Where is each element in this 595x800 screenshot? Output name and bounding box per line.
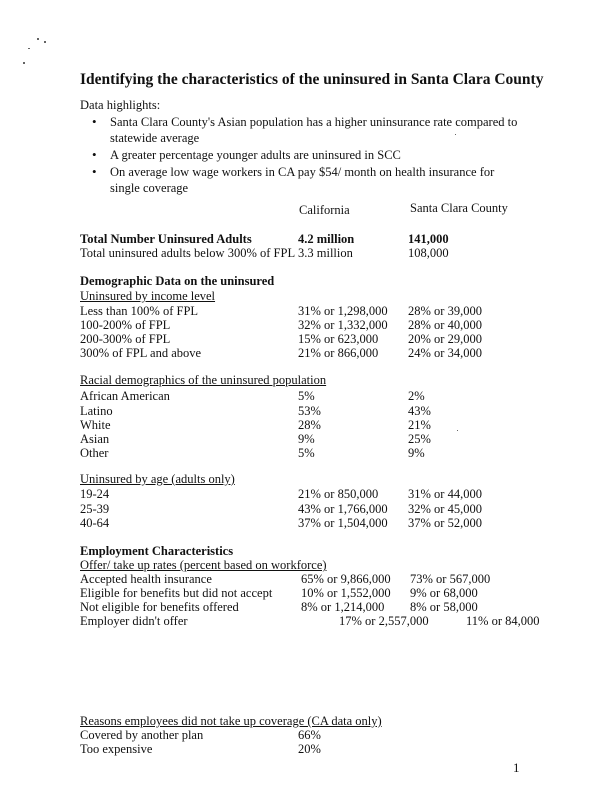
race-row: [0, 446, 595, 461]
scan-speck: [23, 62, 25, 64]
scan-speck: [28, 48, 30, 49]
totals-row: [0, 246, 595, 261]
race-row: [0, 418, 595, 433]
age-row: [0, 516, 595, 531]
row-label: Total Number Uninsured Adults: [80, 232, 252, 246]
scan-speck: [44, 41, 46, 43]
age-subheading: Uninsured by age (adults only): [80, 472, 235, 486]
santa-clara-value: 2%: [408, 389, 425, 403]
row-label: Less than 100% of FPL: [80, 304, 199, 318]
santa-clara-value: 8% or 58,000: [410, 600, 478, 614]
income-subheading: Uninsured by income level: [80, 289, 216, 303]
income-row: [0, 346, 595, 361]
california-value: 28%: [298, 418, 321, 432]
row-label: 40-64: [80, 516, 110, 530]
california-value: 8% or 1,214,000: [301, 600, 385, 614]
santa-clara-value: 28% or 39,000: [408, 304, 482, 318]
california-value: 3.3 million: [298, 246, 353, 260]
demographic-heading: Demographic Data on the uninsured: [80, 274, 275, 288]
reasons-row: [0, 742, 595, 757]
row-label: Covered by another plan: [80, 728, 204, 742]
race-row: [0, 389, 595, 404]
employment-row: [0, 600, 595, 615]
employment-subheading: Offer/ take up rates (percent based on workforce): [80, 558, 327, 572]
highlights-list: [92, 114, 522, 197]
santa-clara-value: 21%: [408, 418, 431, 432]
employment-heading: Employment Characteristics: [80, 544, 234, 558]
row-label: 300% of FPL and above: [80, 346, 202, 360]
santa-clara-value: 9%: [408, 446, 425, 460]
row-label: Total uninsured adults below 300% of FPL: [80, 246, 296, 260]
row-label: Too expensive: [80, 742, 153, 756]
employment-row: [0, 572, 595, 587]
employment-row: [0, 614, 595, 629]
row-label: Eligible for benefits but did not accept: [80, 586, 273, 600]
age-row: [0, 502, 595, 517]
column-header-santa-clara: Santa Clara County: [410, 201, 508, 215]
california-value: 20%: [298, 742, 321, 756]
race-subheading: Racial demographics of the uninsured population: [80, 373, 327, 387]
row-label: 200-300% of FPL: [80, 332, 171, 346]
santa-clara-value: 31% or 44,000: [408, 487, 482, 501]
row-label: White: [80, 418, 111, 432]
santa-clara-value: 28% or 40,000: [408, 318, 482, 332]
row-label: Other: [80, 446, 109, 460]
california-value: 4.2 million: [298, 232, 355, 246]
california-value: 10% or 1,552,000: [301, 586, 391, 600]
california-value: 32% or 1,332,000: [298, 318, 388, 332]
race-row: [0, 432, 595, 447]
employment-row: [0, 586, 595, 601]
reasons-row: [0, 728, 595, 743]
california-value: 5%: [298, 389, 315, 403]
california-value: 37% or 1,504,000: [298, 516, 388, 530]
page-number: 1: [513, 760, 520, 775]
highlight-item: • Santa Clara County's Asian population has a higher uninsurance rate compared to statewide average: [92, 114, 522, 146]
race-row: [0, 404, 595, 419]
income-row: [0, 332, 595, 347]
california-value: 15% or 623,000: [298, 332, 379, 346]
row-label: Asian: [80, 432, 110, 446]
column-header-california: California: [299, 203, 350, 217]
highlight-item: • On average low wage workers in CA pay $54/ month on health insurance for single coverage: [92, 164, 522, 196]
california-value: 43% or 1,766,000: [298, 502, 388, 516]
row-label: 25-39: [80, 502, 110, 516]
row-label: 19-24: [80, 487, 110, 501]
row-label: Latino: [80, 404, 113, 418]
income-row: [0, 318, 595, 333]
document-title: Identifying the characteristics of the uninsured in Santa Clara County: [80, 71, 544, 88]
santa-clara-value: 141,000: [408, 232, 449, 246]
totals-row: [0, 232, 595, 247]
santa-clara-value: 9% or 68,000: [410, 586, 478, 600]
california-value: 31% or 1,298,000: [298, 304, 388, 318]
santa-clara-value: 43%: [408, 404, 431, 418]
california-value: 65% or 9,866,000: [301, 572, 391, 586]
santa-clara-value: 24% or 34,000: [408, 346, 482, 360]
santa-clara-value: 20% or 29,000: [408, 332, 482, 346]
california-value: 66%: [298, 728, 321, 742]
california-value: 17% or 2,557,000: [339, 614, 429, 628]
santa-clara-value: 73% or 567,000: [410, 572, 491, 586]
santa-clara-value: 25%: [408, 432, 431, 446]
reasons-subheading: Reasons employees did not take up coverage (CA data only): [80, 714, 382, 728]
income-row: [0, 304, 595, 319]
santa-clara-value: 108,000: [408, 246, 449, 260]
scan-speck: [37, 38, 39, 40]
age-row: [0, 487, 595, 502]
california-value: 21% or 866,000: [298, 346, 379, 360]
highlight-item: • A greater percentage younger adults are uninsured in SCC: [92, 147, 522, 163]
highlights-heading: Data highlights:: [80, 98, 161, 112]
row-label: Not eligible for benefits offered: [80, 600, 239, 614]
row-label: 100-200% of FPL: [80, 318, 171, 332]
santa-clara-value: 32% or 45,000: [408, 502, 482, 516]
california-value: 53%: [298, 404, 321, 418]
santa-clara-value: 11% or 84,000: [466, 614, 540, 628]
california-value: 5%: [298, 446, 315, 460]
california-value: 9%: [298, 432, 315, 446]
california-value: 21% or 850,000: [298, 487, 379, 501]
row-label: Accepted health insurance: [80, 572, 212, 586]
santa-clara-value: 37% or 52,000: [408, 516, 482, 530]
row-label: African American: [80, 389, 170, 403]
row-label: Employer didn't offer: [80, 614, 188, 628]
